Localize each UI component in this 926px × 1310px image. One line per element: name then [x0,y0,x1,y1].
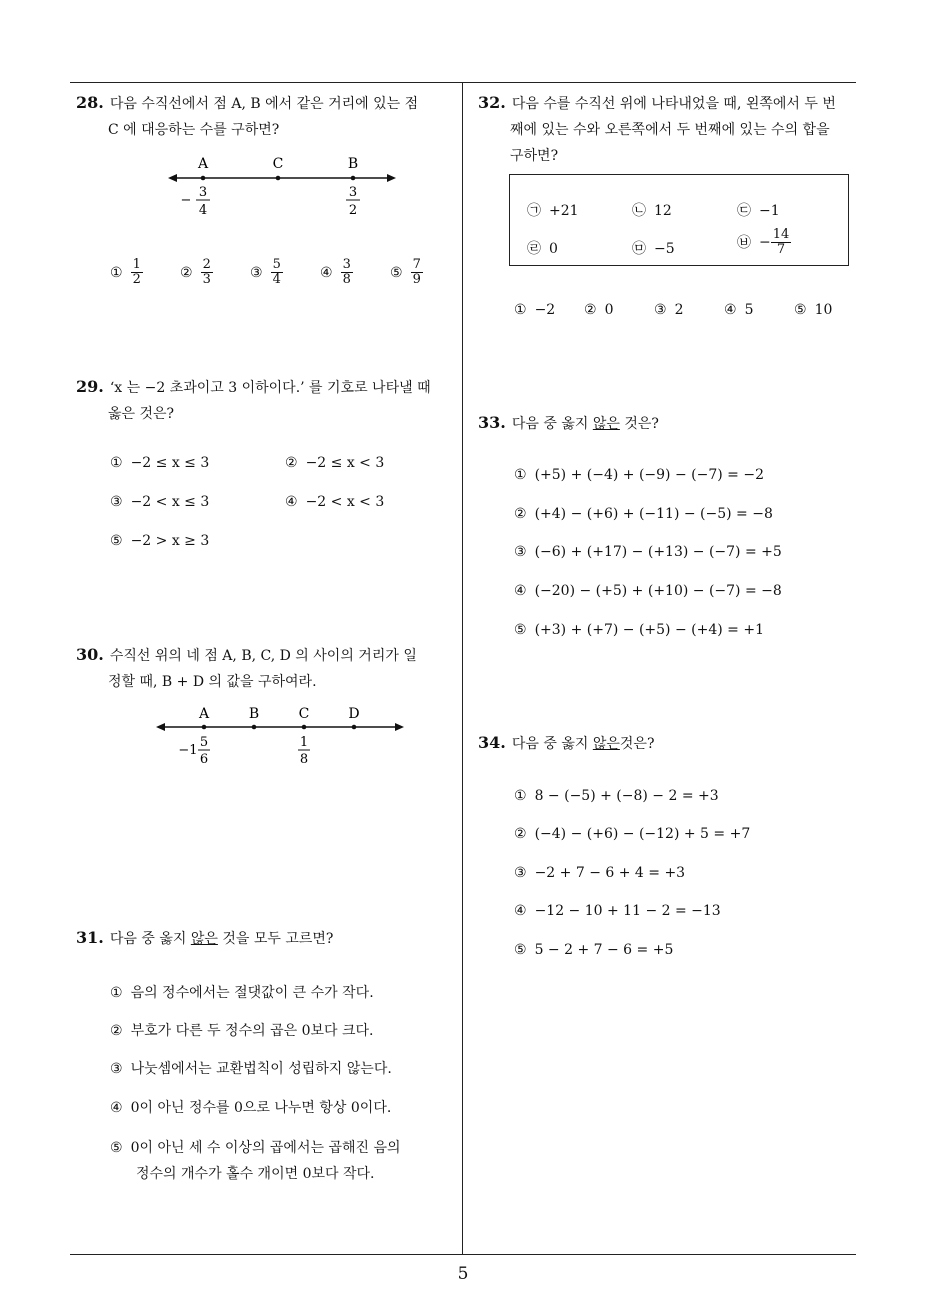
stem-text: 다음 중 옳지 [511,736,593,752]
point-a-label: A [197,156,209,172]
stem-text: 것은? [619,736,655,752]
option-text: 5 − 2 + 7 − 6 = +5 [534,942,674,958]
question-33 [478,410,858,437]
item-mark: ㉢ [737,203,751,219]
q31-option-4[interactable] [110,1097,391,1117]
numerator: 2 [202,257,211,272]
option-text: (−20) − (+5) + (+10) − (−7) = −8 [534,583,782,599]
question-34-stem [478,730,858,757]
stem-underlined-word: 않은 [190,931,218,947]
option-mark: ② [514,826,527,842]
question-28-stem-line2: C 에 대응하는 수를 구하면? [108,122,280,138]
denominator: 4 [272,272,281,287]
question-29-stem-line1 [76,374,460,401]
question-number: 28. [76,93,104,112]
q34-option-3[interactable] [514,865,685,881]
question-number: 31. [76,928,104,947]
q32-box-item-2 [632,200,672,220]
question-28-stem-line1 [76,90,460,117]
point-c-dot [302,725,307,730]
q31-option-5[interactable] [110,1135,401,1187]
option-mark: ④ [285,494,298,510]
q34-option-2[interactable] [514,826,750,842]
denominator: 9 [412,272,421,287]
option-text: 0이 아닌 정수를 0으로 나누면 항상 0이다. [130,1100,392,1116]
q32-option-5[interactable] [794,302,832,318]
option-mark: ⑤ [110,1140,123,1156]
question-32 [478,90,858,169]
q29-option-1[interactable] [110,455,209,471]
q34-option-5[interactable] [514,942,673,958]
option-text: −2 [534,302,556,318]
numerator: 5 [272,257,281,272]
stem-underlined-word: 않은 [592,416,620,432]
option-text: (−6) + (+17) − (+13) − (−7) = +5 [534,544,782,560]
stem-text: 다음 수를 수직선 위에 나타내었을 때, 왼쪽에서 두 번 [511,96,836,112]
point-b-label: B [248,706,260,722]
question-33-stem [478,410,858,437]
item-sign: − [759,234,771,251]
item-mark: ㉡ [632,203,646,219]
point-a-whole: −1 [178,743,198,758]
question-30-stem-line1 [76,642,460,669]
q31-option-2[interactable] [110,1020,373,1040]
point-a-numerator: 5 [199,735,209,750]
denominator: 2 [132,272,141,287]
option-text: −2 + 7 − 6 + 4 = +3 [534,865,686,881]
point-a-label: A [198,706,210,722]
option-mark: ③ [514,865,527,881]
q32-number-box [509,174,849,266]
denominator: 7 [776,242,786,257]
option-mark: ③ [250,264,263,281]
option-fraction [131,258,143,287]
q33-option-2[interactable] [514,506,773,522]
point-b-denominator: 2 [348,203,358,218]
question-32-stem-line1 [478,90,858,117]
point-b-dot [252,725,257,730]
q31-option-1[interactable] [110,982,374,1002]
question-30-number-line [156,703,406,771]
option-mark: ① [110,985,123,1001]
option-mark: ① [514,302,527,318]
option-mark: ② [584,302,597,318]
point-d-dot [352,725,357,730]
stem-text: ‘x 는 −2 초과이고 3 이하이다.’ 를 기호로 나타낼 때 [109,380,431,396]
numerator: 7 [412,257,421,272]
question-number: 29. [76,377,104,396]
item-fraction [771,228,792,257]
point-d-label: D [348,706,360,722]
option-text: 0이 아닌 세 수 이상의 곱에서는 곱해진 음의 [130,1140,401,1156]
q32-box-item-5 [632,238,675,258]
item-mark: ㉥ [737,234,751,251]
item-text: −1 [759,203,780,219]
option-mark: ⑤ [794,302,807,318]
q29-option-3[interactable] [110,494,209,510]
q33-option-3[interactable] [514,544,782,560]
option-mark: ① [514,467,527,483]
q28-option-4[interactable] [320,258,353,287]
q29-option-4[interactable] [285,494,384,510]
option-mark: ① [514,788,527,804]
q29-option-5[interactable] [110,533,209,549]
denominator: 8 [342,272,351,287]
axis-arrow-right [395,723,404,731]
stem-text: 것을 모두 고르면? [217,931,334,947]
q32-option-4[interactable] [724,302,753,318]
point-c-label: C [298,706,310,722]
option-text: −2 ≤ x ≤ 3 [130,455,210,471]
question-30 [76,642,460,695]
option-fraction [341,258,353,287]
q34-option-1[interactable] [514,788,719,804]
top-rule [70,82,856,83]
option-mark: ② [514,506,527,522]
point-c-numerator: 1 [299,735,309,750]
option-mark: ④ [724,302,737,318]
page-number: 5 [457,1264,469,1284]
axis-arrow-right [387,174,396,182]
q32-box-item-4 [527,238,558,258]
numerator: 1 [132,257,141,272]
option-text: 8 − (−5) + (−8) − 2 = +3 [534,788,719,804]
option-text: 나눗셈에서는 교환법칙이 성립하지 않는다. [130,1061,392,1077]
q29-option-2[interactable] [285,455,384,471]
option-text: 2 [674,302,684,318]
q32-option-3[interactable] [654,302,683,318]
option-mark: ③ [110,1061,123,1077]
option-mark: ④ [320,264,333,281]
question-number: 34. [478,733,506,752]
option-text: 부호가 다른 두 정수의 곱은 0보다 크다. [130,1023,374,1039]
q28-option-3[interactable] [250,258,283,287]
point-a-dot [202,725,207,730]
stem-text: 다음 중 옳지 [109,931,191,947]
q33-option-1[interactable] [514,467,764,483]
option-text: −12 − 10 + 11 − 2 = −13 [534,903,721,919]
column-divider [462,82,463,1254]
point-b-label: B [347,156,359,172]
q32-option-2[interactable] [584,302,613,318]
question-34 [478,730,858,757]
item-text: 0 [549,241,558,257]
item-mark: ㉠ [527,203,541,219]
numerator: 14 [772,227,790,242]
option-text: −2 < x < 3 [305,494,385,510]
option-mark: ② [285,455,298,471]
q28-option-2[interactable] [180,258,213,287]
option-text: (+4) − (+6) + (−11) − (−5) = −8 [534,506,773,522]
point-a-sign: − [180,193,192,208]
point-c-denominator: 8 [299,752,309,767]
point-b-dot [351,176,356,181]
question-32-stem-line3: 구하면? [510,148,559,164]
option-mark: ① [110,455,123,471]
option-text-line2: 정수의 개수가 홀수 개이면 0보다 작다. [136,1166,375,1182]
question-30-stem-line2: 정할 때, B + D 의 값을 구하여라. [108,674,317,690]
option-mark: ③ [654,302,667,318]
option-text: (+3) + (+7) − (+5) − (+4) = +1 [534,622,764,638]
stem-text: 것은? [619,416,659,432]
item-mark: ㉤ [632,241,646,257]
option-mark: ② [180,264,193,281]
option-text: 0 [604,302,614,318]
question-32-stem-line2: 째에 있는 수와 오른쪽에서 두 번째에 있는 수의 합을 [510,122,830,138]
q31-option-3[interactable] [110,1058,392,1078]
stem-text: 다음 수직선에서 점 A, B 에서 같은 거리에 있는 점 [109,96,419,112]
q28-option-1[interactable] [110,258,143,287]
option-mark: ③ [110,494,123,510]
option-mark: ④ [514,583,527,599]
item-text: +21 [549,203,579,219]
question-number: 30. [76,645,104,664]
question-28-number-line [168,152,398,224]
option-text: −2 ≤ x < 3 [305,455,385,471]
option-text: (−4) − (+6) − (−12) + 5 = +7 [534,826,751,842]
numerator: 3 [342,257,351,272]
option-fraction [271,258,283,287]
question-29 [76,374,460,427]
point-a-numerator: 3 [198,185,208,200]
q33-option-5[interactable] [514,622,764,638]
q32-box-item-6 [737,228,791,257]
option-text: 10 [814,302,833,318]
option-mark: ④ [514,903,527,919]
question-31 [76,925,460,952]
option-mark: ① [110,264,123,281]
option-mark: ⑤ [514,942,527,958]
item-mark: ㉣ [527,241,541,257]
q28-option-5[interactable] [390,258,423,287]
stem-text: 수직선 위의 네 점 A, B, C, D 의 사이의 거리가 일 [109,648,417,664]
q33-option-4[interactable] [514,583,782,599]
option-fraction [411,258,423,287]
axis-arrow-left [156,723,165,731]
denominator: 3 [202,272,211,287]
option-mark: ⑤ [110,533,123,549]
option-text: (+5) + (−4) + (−9) − (−7) = −2 [534,467,764,483]
item-text: −5 [654,241,675,257]
bottom-rule [70,1254,856,1255]
option-fraction [201,258,213,287]
point-c-dot [276,176,281,181]
axis-arrow-left [168,174,177,182]
point-a-denominator: 6 [199,752,209,767]
item-text: 12 [654,203,672,219]
option-text: 음의 정수에서는 절댓값이 큰 수가 작다. [130,985,374,1001]
point-c-label: C [272,156,284,172]
stem-underlined-word: 않은 [592,736,620,752]
question-31-stem [76,925,460,952]
q32-box-item-1 [527,200,579,220]
option-text: −2 < x ≤ 3 [130,494,210,510]
q32-box-item-3 [737,200,780,220]
question-29-stem-line2: 옳은 것은? [108,406,175,422]
option-text: −2 > x ≥ 3 [130,533,210,549]
point-b-numerator: 3 [348,185,358,200]
point-a-dot [201,176,206,181]
option-mark: ⑤ [390,264,403,281]
option-mark: ③ [514,544,527,560]
option-text: 5 [744,302,754,318]
q32-option-1[interactable] [514,302,555,318]
q34-option-4[interactable] [514,903,721,919]
point-a-denominator: 4 [198,203,208,218]
question-number: 32. [478,93,506,112]
question-number: 33. [478,413,506,432]
option-mark: ④ [110,1100,123,1116]
option-mark: ⑤ [514,622,527,638]
stem-text: 다음 중 옳지 [511,416,593,432]
question-28 [76,90,460,143]
option-mark: ② [110,1023,123,1039]
